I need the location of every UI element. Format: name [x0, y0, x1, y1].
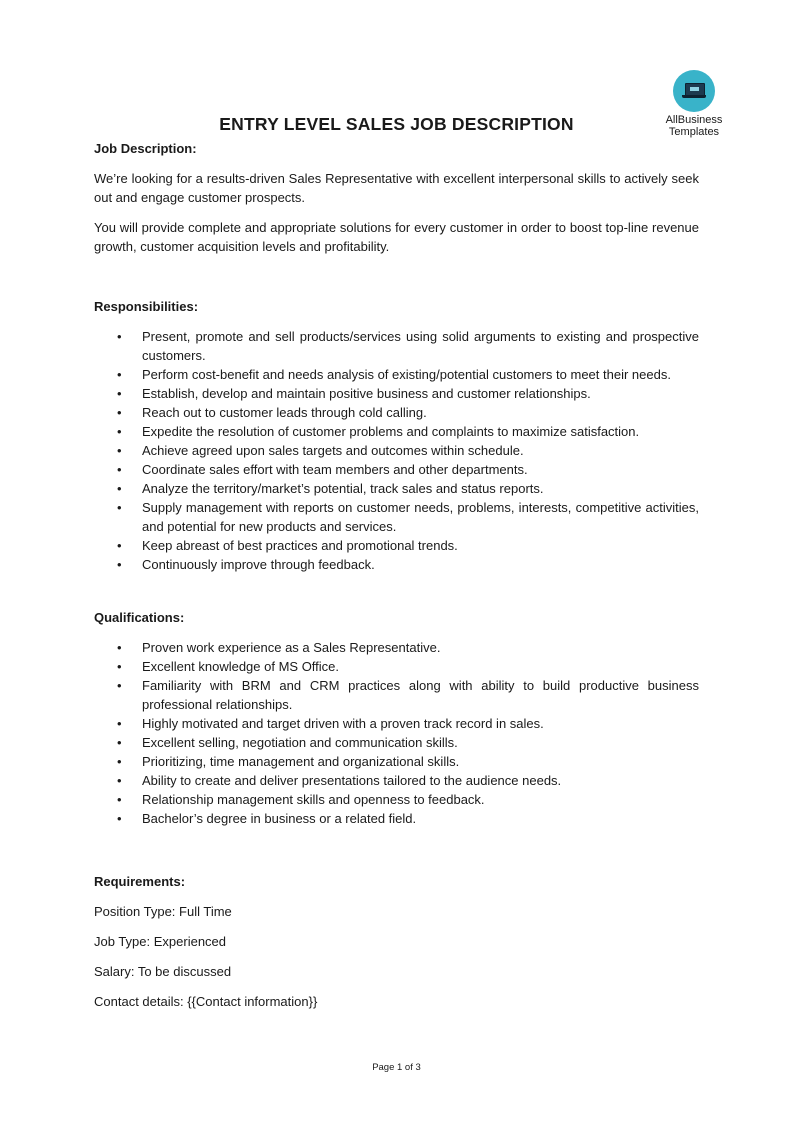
responsibilities-list	[94, 327, 699, 574]
list-item: • Perform cost-benefit and needs analysis of existing/potential customers to meet their needs.	[94, 365, 699, 384]
list-item: • Coordinate sales effort with team members and other departments.	[94, 460, 699, 479]
list-item: • Keep abreast of best practices and promotional trends.	[94, 536, 699, 555]
qualifications-list	[94, 638, 699, 828]
job-type-line: Job Type: Experienced	[94, 934, 227, 949]
job-description-paragraph: We’re looking for a results-driven Sales Representative with excellent interpersonal skills to actively seek out and engage customer prospects.	[94, 171, 699, 205]
salary-line: Salary: To be discussed	[94, 964, 232, 979]
job-description-section	[94, 139, 699, 158]
logo-text-line1: AllBusiness	[665, 114, 723, 126]
list-item: • Supply management with reports on customer needs, problems, interests, competitive activities, and potential for new products and services.	[94, 498, 699, 536]
list-item: • Proven work experience as a Sales Representative.	[94, 638, 699, 657]
list-item: • Highly motivated and target driven with a proven track record in sales.	[94, 714, 699, 733]
list-item: • Continuously improve through feedback.	[94, 555, 699, 574]
page-number-footer: Page 1 of 3	[372, 1062, 421, 1073]
list-item: • Achieve agreed upon sales targets and outcomes within schedule.	[94, 441, 699, 460]
logo-text-line2: Templates	[668, 126, 720, 138]
list-item: • Prioritizing, time management and organizational skills.	[94, 752, 699, 771]
position-type-line: Position Type: Full Time	[94, 904, 232, 919]
requirements-section	[94, 872, 699, 891]
list-item: • Excellent knowledge of MS Office.	[94, 657, 699, 676]
requirements-heading: Requirements:	[94, 874, 186, 889]
laptop-icon	[673, 70, 715, 112]
responsibilities-section	[94, 297, 699, 316]
list-item: • Establish, develop and maintain positive business and customer relationships.	[94, 384, 699, 403]
list-item: • Ability to create and deliver presentations tailored to the audience needs.	[94, 771, 699, 790]
qualifications-heading: Qualifications:	[94, 610, 185, 625]
job-description-paragraph: You will provide complete and appropriate solutions for every customer in order to boost top-line revenue growth, customer acquisition levels and profitability.	[94, 220, 699, 254]
job-description-heading: Job Description:	[94, 141, 197, 156]
list-item: • Bachelor’s degree in business or a related field.	[94, 809, 699, 828]
document-title: ENTRY LEVEL SALES JOB DESCRIPTION	[219, 114, 574, 134]
list-item: • Familiarity with BRM and CRM practices along with ability to build productive business professional relationships.	[94, 676, 699, 714]
responsibilities-heading: Responsibilities:	[94, 299, 199, 314]
list-item: • Analyze the territory/market’s potential, track sales and status reports.	[94, 479, 699, 498]
list-item: • Expedite the resolution of customer problems and complaints to maximize satisfaction.	[94, 422, 699, 441]
contact-details-line: Contact details: {{Contact information}}	[94, 994, 318, 1009]
list-item: • Excellent selling, negotiation and communication skills.	[94, 733, 699, 752]
list-item: • Relationship management skills and openness to feedback.	[94, 790, 699, 809]
list-item: • Reach out to customer leads through cold calling.	[94, 403, 699, 422]
list-item: • Present, promote and sell products/services using solid arguments to existing and prospective customers.	[94, 327, 699, 365]
qualifications-section	[94, 608, 699, 627]
